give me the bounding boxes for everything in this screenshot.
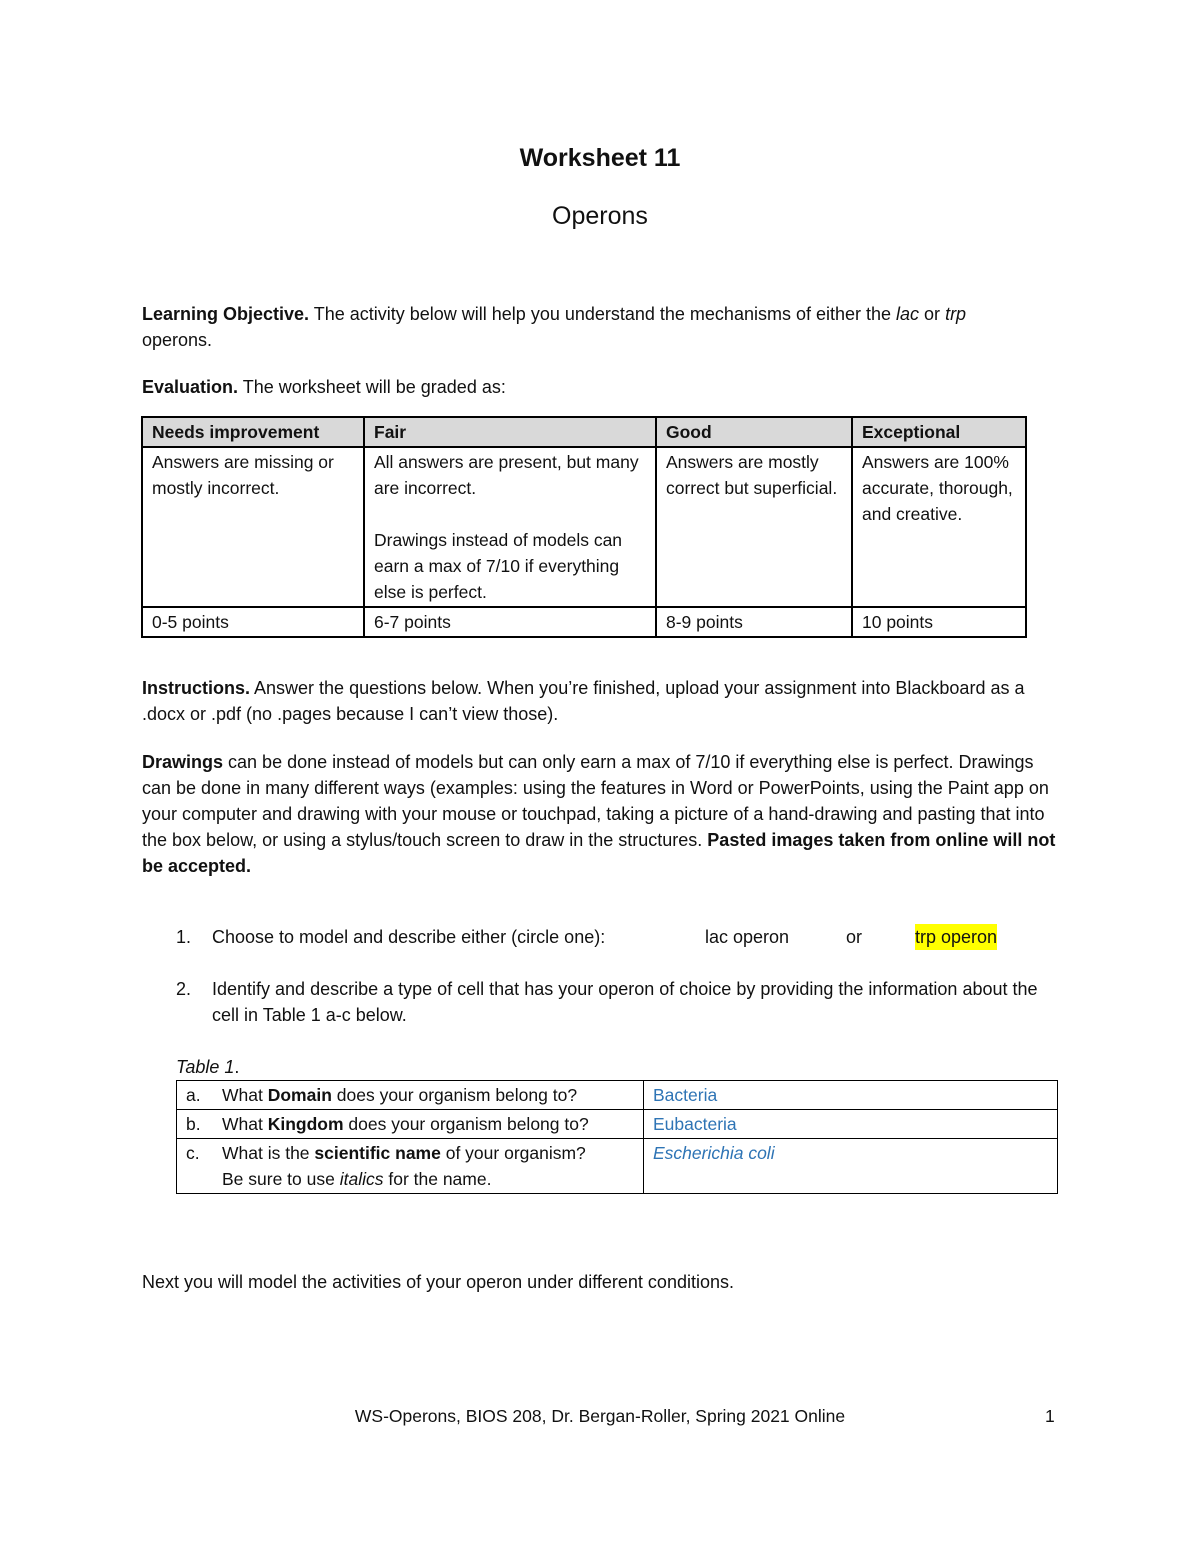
table1-caption (176, 1054, 239, 1080)
question-keyword: scientific name (314, 1143, 441, 1163)
question-cell (177, 1081, 644, 1110)
answer-scientific-name-field[interactable]: Escherichia coli (644, 1139, 1058, 1194)
option-separator: or (846, 927, 863, 947)
instructions-text: Answer the questions below. When you’re finished, upload your assignment into Blackboard as a .docx or .pdf (no .pages because I can’t view those). (142, 678, 1025, 724)
page-footer: WS-Operons, BIOS 208, Dr. Bergan-Roller, Spring 2021 Online (354, 1406, 846, 1426)
table1-caption-text: Table 1 (176, 1057, 235, 1077)
rubric-header: Good (656, 417, 852, 447)
page-subtitle: Operons (552, 202, 648, 230)
answer-domain-field[interactable]: Bacteria (644, 1081, 1058, 1110)
rubric-header: Needs improvement (142, 417, 364, 447)
question-part: does your organism belong to? (343, 1114, 589, 1134)
option-trp-operon[interactable]: trp operon (915, 924, 997, 950)
objective-text: The activity below will help you understand the mechanisms of either the (309, 304, 897, 324)
instructions (142, 675, 1057, 727)
rubric-points: 8-9 points (656, 607, 852, 637)
objective-label: Learning Objective. (142, 304, 310, 324)
drawings-label: Drawings (142, 752, 224, 772)
objective-trp: trp (945, 304, 967, 324)
rubric-fair-note: Drawings instead of models can earn a max of 7/10 if everything else is perfect. (374, 530, 623, 602)
rubric-points: 10 points (852, 607, 1026, 637)
question-number: 1. (176, 927, 192, 947)
question-part: What (222, 1085, 268, 1105)
answer-kingdom-field[interactable]: Eubacteria (644, 1110, 1058, 1139)
question-part: for the name. (383, 1169, 492, 1189)
instructions-label: Instructions. (142, 678, 251, 698)
question-text: Identify and describe a type of cell that has your operon of choice by providing the information about the cell in Table 1 a-c below. (212, 979, 1038, 1025)
rubric-cell: Answers are mostly correct but superficial. (656, 447, 852, 607)
row-letter: a. (186, 1085, 201, 1105)
page-number: 1 (1045, 1406, 1055, 1426)
drawings-note (142, 749, 1057, 879)
question-number: 2. (176, 979, 192, 999)
objective-or: or (919, 304, 946, 324)
question-part: Be sure to use (222, 1169, 340, 1189)
table1 (176, 1080, 1058, 1194)
rubric-cell (364, 447, 656, 607)
question-cell (177, 1110, 644, 1139)
question-part: What is the (222, 1143, 315, 1163)
question-text: Choose to model and describe either (circle one): (212, 927, 606, 947)
rubric-cell: Answers are missing or mostly incorrect. (142, 447, 364, 607)
objective-lac: lac (896, 304, 920, 324)
rubric-header-row (142, 417, 1026, 447)
rubric-points: 6-7 points (364, 607, 656, 637)
question-keyword: Domain (267, 1085, 332, 1105)
learning-objective (142, 301, 1057, 353)
table-row (177, 1081, 1058, 1110)
row-letter: c. (186, 1143, 200, 1163)
question-part: does your organism belong to? (331, 1085, 578, 1105)
evaluation-label: Evaluation. (142, 377, 239, 397)
rubric-cell-text: All answers are present, but many are incorrect. (374, 452, 639, 498)
rubric-points-row (142, 607, 1026, 637)
drawings-text: can be done instead of models but can only earn a max of 7/10 if everything else is perfect. Drawings can be done in many different ways (examples: using the features in Word or PowerPoints, using the Paint app on your computer and drawing with your mouse or touchpad, taking a picture of a hand-drawing and pasting that into the box below, or using a stylus/touch screen to draw in the structures. (142, 752, 1049, 850)
option-lac-operon[interactable]: lac operon (705, 927, 790, 947)
question-part: of your organism? (440, 1143, 586, 1163)
table-row (177, 1110, 1058, 1139)
objective-text-end: operons. (142, 330, 213, 350)
rubric-cell: Answers are 100% accurate, thorough, and creative. (852, 447, 1026, 607)
rubric-header: Fair (364, 417, 656, 447)
evaluation (142, 374, 1057, 400)
table1-caption-dot: . (234, 1057, 240, 1077)
rubric-points: 0-5 points (142, 607, 364, 637)
question-italic: italics (339, 1169, 384, 1189)
rubric-table (141, 416, 1027, 638)
page-title: Worksheet 11 (519, 144, 681, 172)
next-paragraph: Next you will model the activities of your operon under different conditions. (142, 1272, 734, 1292)
rubric-description-row (142, 447, 1026, 607)
question-keyword: Kingdom (267, 1114, 344, 1134)
table-row (177, 1139, 1058, 1194)
rubric-header: Exceptional (852, 417, 1026, 447)
question-part: What (222, 1114, 268, 1134)
evaluation-text: The worksheet will be graded as: (238, 377, 506, 397)
question-cell (177, 1139, 644, 1194)
drawings-warning: Pasted images taken from online will not be accepted. (142, 830, 1056, 876)
row-letter: b. (186, 1114, 201, 1134)
